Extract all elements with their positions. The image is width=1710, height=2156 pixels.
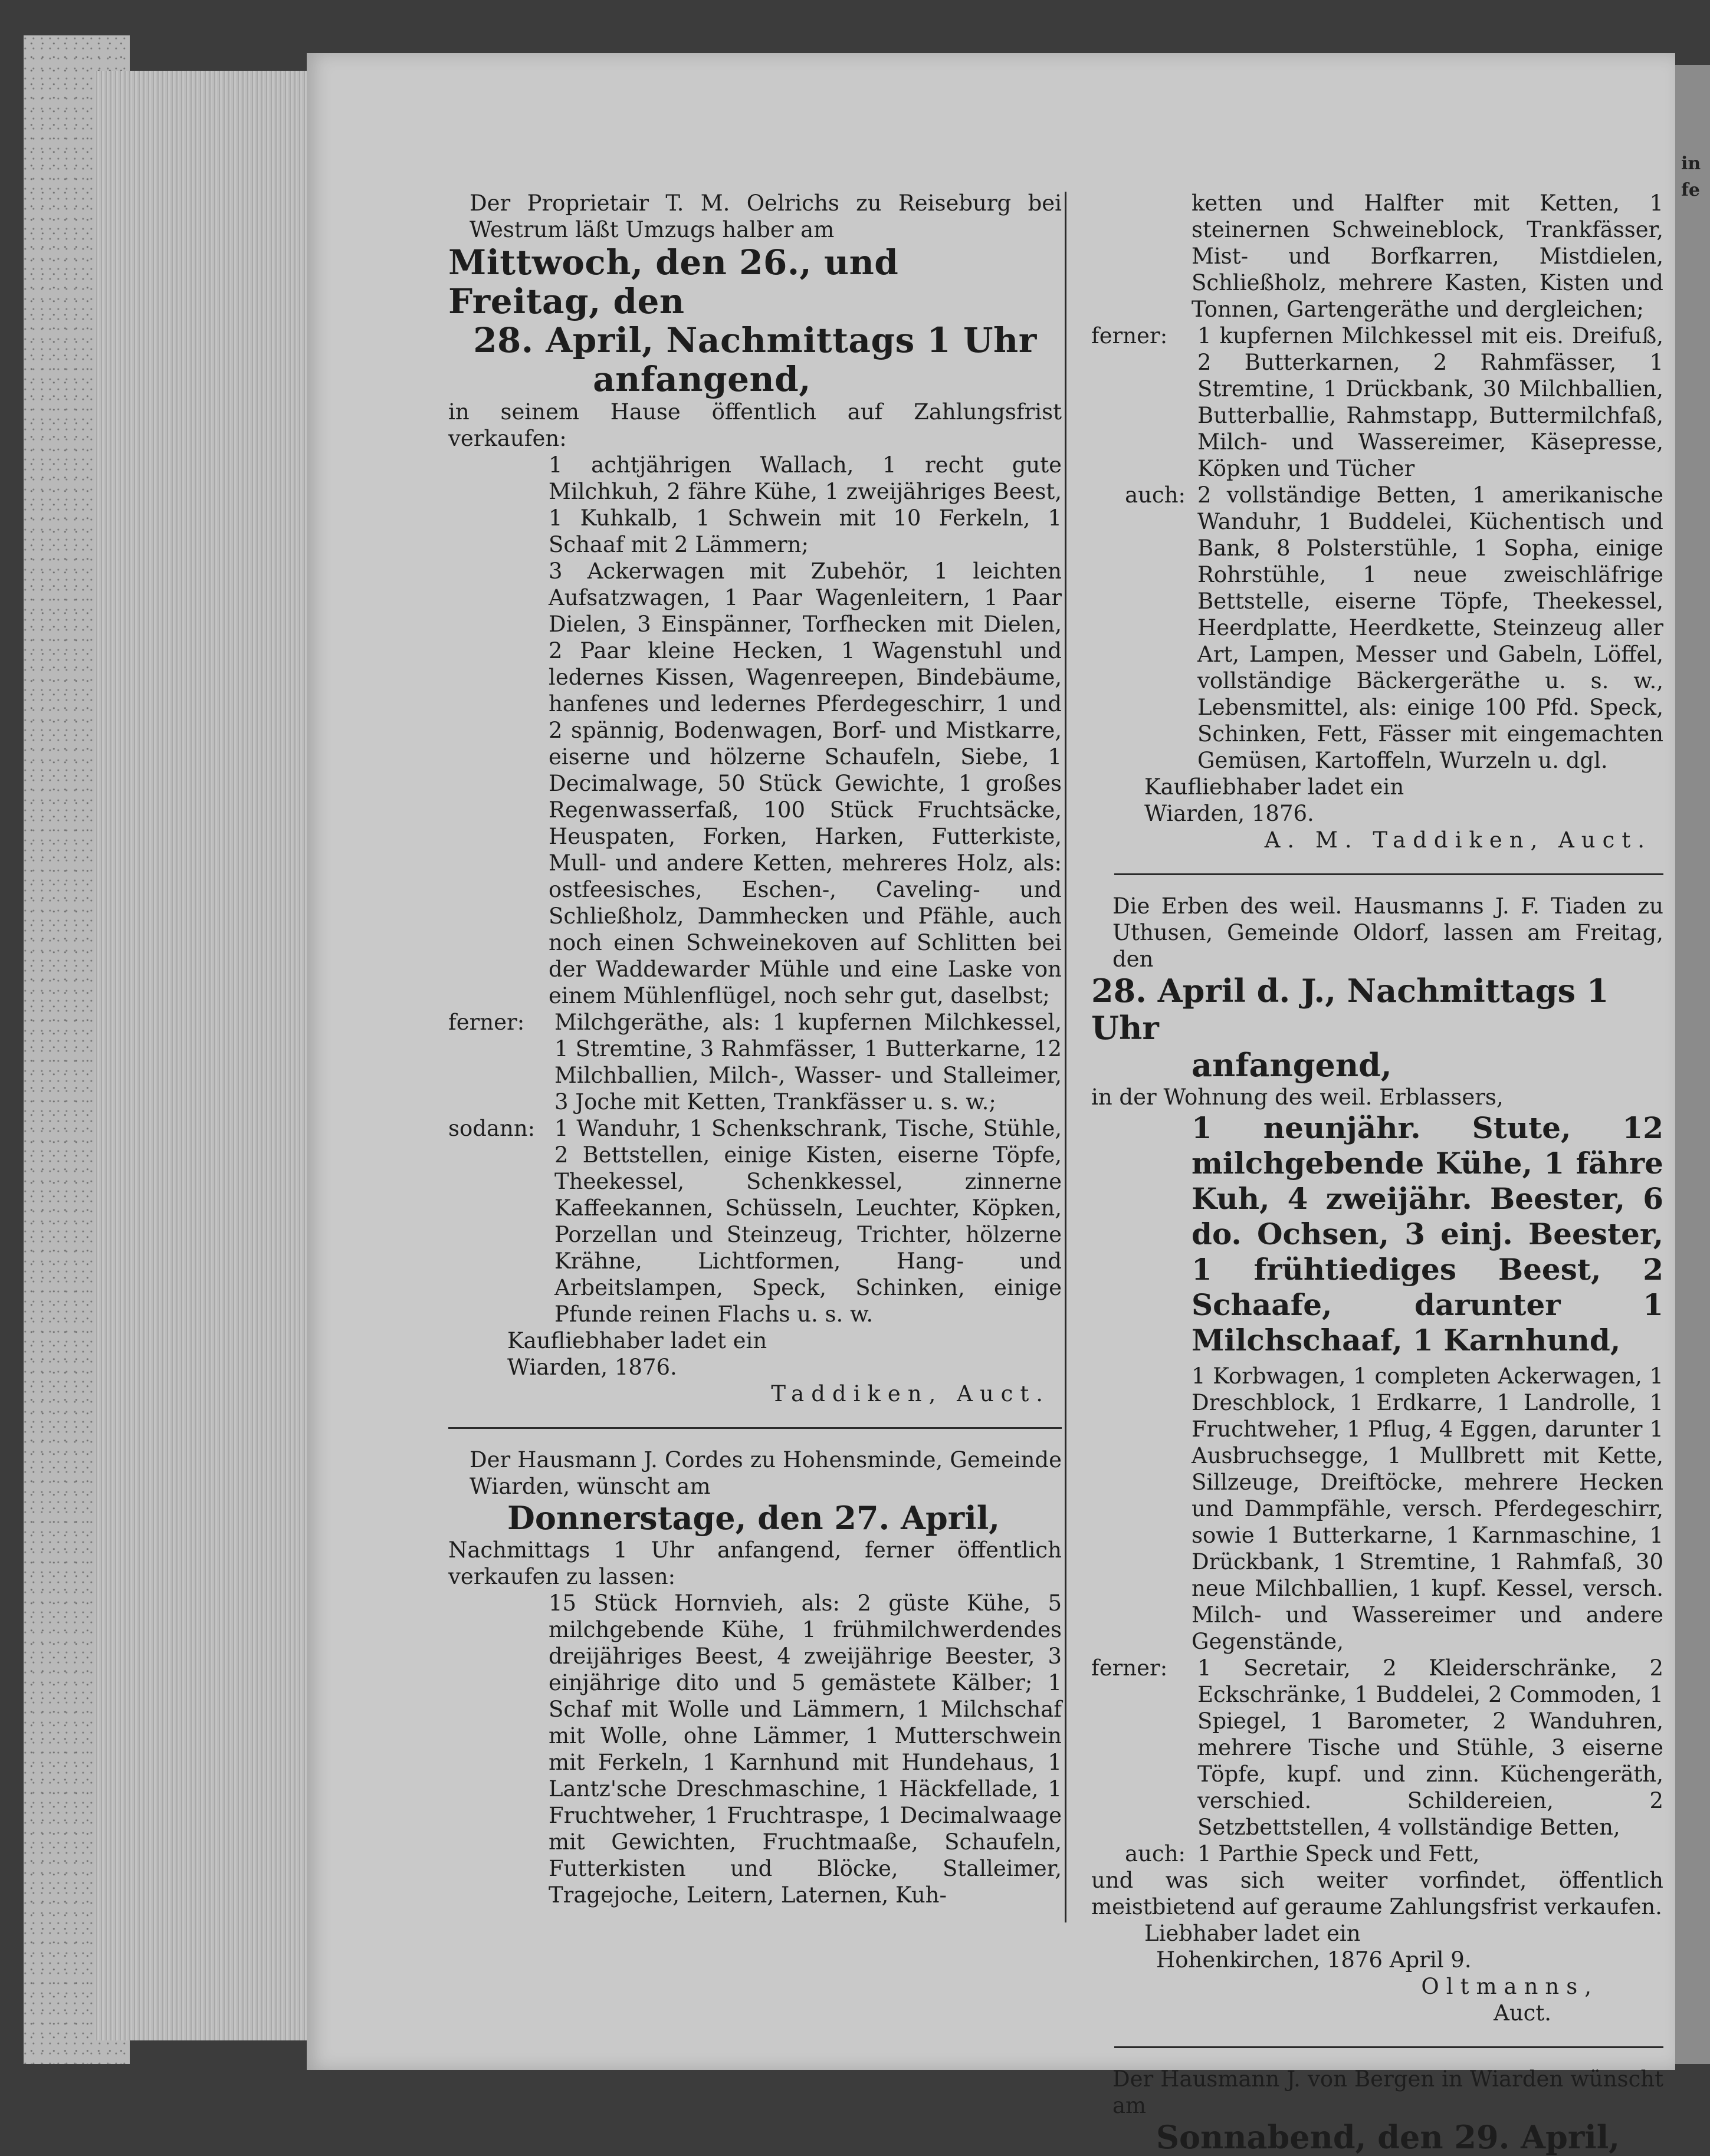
- item-list: 3 Ackerwagen mit Zubehör, 1 leichten Aufsatzwagen, 1 Paar Wagenleitern, 1 Paar Dielen, 3 Einspänner, Torfhecken mit Dielen, 2 Paar kleine Hecken, 1 Wagenstuhl und ledernes Kissen, Wagenreepen, Bindebäume, hanfenes und ledernes Pferdegeschirr, 1 und 2 spännig, Bodenwagen, Borf- und Mistkarre, eiserne und hölzerne Schaufeln, Siebe, 1 Decimalwage, 50 Stück Gewichte, 1 großes Regenwasserfaß, 100 Stück Fruchtsäcke, Heuspaten, Forken, Harken, Futterkiste, Mull- und andere Ketten, mehreres Holz, als: ostfeesisches, Eschen-, Caveling- und Schließholz, Dammhecken und Pfähle, auch noch einen Schweinekoven auf Schlitten bei der Waddewarder Mühle und eine Laske von einem Mühlenflügel, noch sehr gut, daselbst;: [549, 558, 1062, 1008]
- ferner-label: ferner:: [448, 1010, 525, 1035]
- facing-page-edge: [1675, 65, 1710, 2064]
- notice-signature: Oltmanns,: [1421, 1974, 1599, 1999]
- notice-date-heading: 28. April, Nachmittags 1 Uhr: [473, 320, 1037, 360]
- notice-sale-terms: in seinem Hause öffentlich auf Zahlungsfrist verkaufen:: [448, 399, 1062, 451]
- auch-label: auch:: [1125, 1841, 1186, 1866]
- notice-ferner: [1091, 1655, 1663, 1841]
- item-list: Milchgeräthe, als: 1 kupfernen Milchkessel, 1 Stremtine, 3 Rahmfässer, 1 Butterkarne, 12 Milchballien, Milch-, Wasser- und Stalleimer, 3 Joche mit Ketten, Trankfässer u. s. w.;: [554, 1010, 1062, 1115]
- auction-notice-continued: [1091, 190, 1663, 853]
- notice-sale-terms: Nachmittags 1 Uhr anfangend, ferner öffentlich verkaufen zu lassen:: [448, 1537, 1062, 1589]
- notice-invite: Liebhaber ladet ein: [1144, 1921, 1361, 1946]
- auch-label: auch:: [1125, 482, 1186, 508]
- notice-intro: Der Hausmann J. von Bergen in Wiarden wünscht am: [1112, 2066, 1663, 2118]
- notice-intro: Der Hausmann J. Cordes zu Hohensminde, Gemeinde Wiarden, wünscht am: [470, 1447, 1062, 1499]
- notice-signature-title: Auct.: [1494, 2000, 1551, 2026]
- notice-invite: Kaufliebhaber ladet ein: [1144, 774, 1404, 800]
- section-divider: [1114, 2046, 1663, 2048]
- notice-auch: [1091, 482, 1663, 774]
- item-list: 1 Korbwagen, 1 completen Ackerwagen, 1 Dreschblock, 1 Erdkarre, 1 Landrolle, 1 Fruchtweher, 1 Pflug, 4 Eggen, darunter 1 Ausbruchsegge, 1 Mullbrett mit Kette, Sillzeuge, Dreiftöcke, mehrere Hecken und Dammpfähle, versch. Pferdegeschirr, sowie 1 Butterkarne, 1 Karnmaschine, 1 Drückbank, 1 Stremtine, 1 Rahmfaß, 30 neue Milchballien, 1 kupf. Kessel, versch. Milch- und Wassereimer und andere Gegenstände,: [1192, 1363, 1663, 1654]
- notice-date-heading: 28. April d. J., Nachmittags 1 Uhr: [1091, 972, 1609, 1047]
- notice-intro: Die Erben des weil. Hausmanns J. F. Tiaden zu Uthusen, Gemeinde Oldorf, lassen am Freitag, den: [1112, 893, 1663, 972]
- item-list: 1 achtjährigen Wallach, 1 recht gute Milchkuh, 2 fähre Kühe, 1 zweijähriges Beest, 1 Kuhkalb, 1 Schwein mit 10 Ferkeln, 1 Schaaf mit 2 Lämmern;: [549, 452, 1062, 557]
- item-list: 1 Parthie Speck und Fett,: [1197, 1841, 1480, 1866]
- notice-location: in der Wohnung des weil. Erblassers,: [1091, 1084, 1504, 1110]
- livestock-list: 1 neunjähr. Stute, 12 milchgebende Kühe, 1 fähre Kuh, 4 zweijähr. Beester, 6 do. Ochsen, 3 einj. Beester, 1 frühtiediges Beest, 2 Schaafe, darunter 1 Milchschaaf, 1 Karnhund,: [1192, 1110, 1663, 1358]
- notice-place-date: Wiarden, 1876.: [1144, 801, 1314, 826]
- page-stack-edge: [94, 71, 319, 2040]
- notice-date-heading: Donnerstage, den 27. April,: [507, 1499, 1000, 1537]
- item-list: 2 vollständige Betten, 1 amerikanische Wanduhr, 1 Buddelei, Küchentisch und Bank, 8 Polsterstühle, 1 Sopha, einige Rohrstühle, 1 neue zweischläfrige Bettstelle, eiserne Töpfe, Theekessel, Heerdplatte, Heerdkette, Steinzeug aller Art, Lampen, Messer und Gabeln, Löffel, vollständige Bäckergeräthe u. s. w., Lebensmittel, als: einige 100 Pfd. Speck, Schinken, Fett, Fässer mit eingemachten Gemüsen, Kartoffeln, Wurzeln u. dgl.: [1197, 482, 1663, 773]
- left-column: [448, 190, 1062, 1908]
- notice-closing: und was sich weiter vorfindet, öffentlich meistbietend auf geraume Zahlungsfrist verkaufen.: [1091, 1868, 1663, 1920]
- item-list: ketten und Halfter mit Ketten, 1 steinernen Schweineblock, Trankfässer, Mist- und Borfkarren, Mistdielen, Schließholz, mehrere Kasten, Kisten und Tonnen, Gartengeräthe und dergleichen;: [1192, 190, 1663, 322]
- notice-date-heading: Mittwoch, den 26., und Freitag, den: [448, 242, 899, 321]
- ferner-label: ferner:: [1091, 323, 1168, 349]
- notice-invite: Kaufliebhaber ladet ein: [507, 1328, 767, 1353]
- notice-signature: A. M. Taddiken, Auct.: [1264, 827, 1652, 853]
- ferner-label: ferner:: [1091, 1655, 1168, 1681]
- item-list: 1 Secretair, 2 Kleiderschränke, 2 Eckschränke, 1 Buddelei, 2 Commoden, 1 Spiegel, 1 Barometer, 2 Wanduhren, mehrere Tische und Stühle, 3 eiserne Töpfe, kupf. und zinn. Küchengeräth, verschied. Schildereien, 2 Setzbettstellen, 4 vollständige Betten,: [1197, 1655, 1663, 1840]
- auction-notice-oelrichs: [448, 190, 1062, 1407]
- notice-date-heading: anfangend,: [593, 359, 811, 399]
- section-divider: [1114, 873, 1663, 875]
- right-column: [1091, 190, 1663, 2156]
- notice-ferner: [448, 1009, 1062, 1115]
- auction-notice-cordes: [448, 1447, 1062, 1908]
- notice-sodann: [448, 1115, 1062, 1327]
- notice-place-date: Wiarden, 1876.: [507, 1355, 677, 1380]
- notice-date-heading: anfangend,: [1192, 1046, 1392, 1084]
- notice-items: [448, 452, 1062, 1009]
- sodann-label: sodann:: [448, 1116, 536, 1141]
- notice-place-date: Hohenkirchen, 1876 April 9.: [1156, 1947, 1472, 1973]
- notice-livestock: [1091, 1110, 1663, 1655]
- notice-signature: Taddiken, Auct.: [771, 1381, 1050, 1406]
- notice-date-heading: Sonnabend, den 29. April,: [1156, 2118, 1620, 2156]
- section-divider: [448, 1427, 1062, 1429]
- notice-ferner: [1091, 323, 1663, 482]
- item-list: 15 Stück Hornvieh, als: 2 güste Kühe, 5 milchgebende Kühe, 1 frühmilchwerdendes dreijähriges Beest, 4 zweijährige Beester, 3 einjährige dito und 5 gemästete Kälber; 1 Schaf mit Wolle und Lämmern, 1 Milchschaf mit Wolle, ohne Lämmer, 1 Mutterschwein mit Ferkeln, 1 Karnhund mit Hundehaus, 1 Lantz'sche Dreschmaschine, 1 Häckfellade, 1 Fruchtweher, 1 Fruchtraspe, 1 Decimalwaage mit Gewichten, Fruchtmaaße, Schaufeln, Futterkisten und Blöcke, Stalleimer, Tragejoche, Leitern, Laternen, Kuh-: [549, 1590, 1062, 1908]
- facing-page-fragment: fe: [1681, 180, 1700, 201]
- notice-auch: [1091, 1841, 1663, 1867]
- auction-notice-von-bergen: [1091, 2066, 1663, 2156]
- facing-page-fragment: in: [1681, 153, 1701, 174]
- notice-items: [448, 1590, 1062, 1908]
- item-list: 1 kupfernen Milchkessel mit eis. Dreifuß, 2 Butterkarnen, 2 Rahmfässer, 1 Stremtine, 1 Drückbank, 30 Milchballien, Butterballie, Rahmstapp, Buttermilchfaß, Milch- und Wassereimer, Käsepresse, Köpken und Tücher: [1197, 323, 1663, 481]
- notice-items: [1091, 190, 1663, 323]
- column-divider: [1065, 192, 1066, 1922]
- auction-notice-tiaden: [1091, 893, 1663, 2026]
- item-list: 1 Wanduhr, 1 Schenkschrank, Tische, Stühle, 2 Bettstellen, einige Kisten, eiserne Töpfe, Theekessel, Schenkkessel, zinnerne Kaffeekannen, Schüsseln, Leuchter, Köpken, Porzellan und Steinzeug, Trichter, hölzerne Krähne, Lichtformen, Hang- und Arbeitslampen, Speck, Schinken, einige Pfunde reinen Flachs u. s. w.: [554, 1116, 1062, 1327]
- notice-intro: Der Proprietair T. M. Oelrichs zu Reiseburg bei Westrum läßt Umzugs halber am: [470, 190, 1062, 242]
